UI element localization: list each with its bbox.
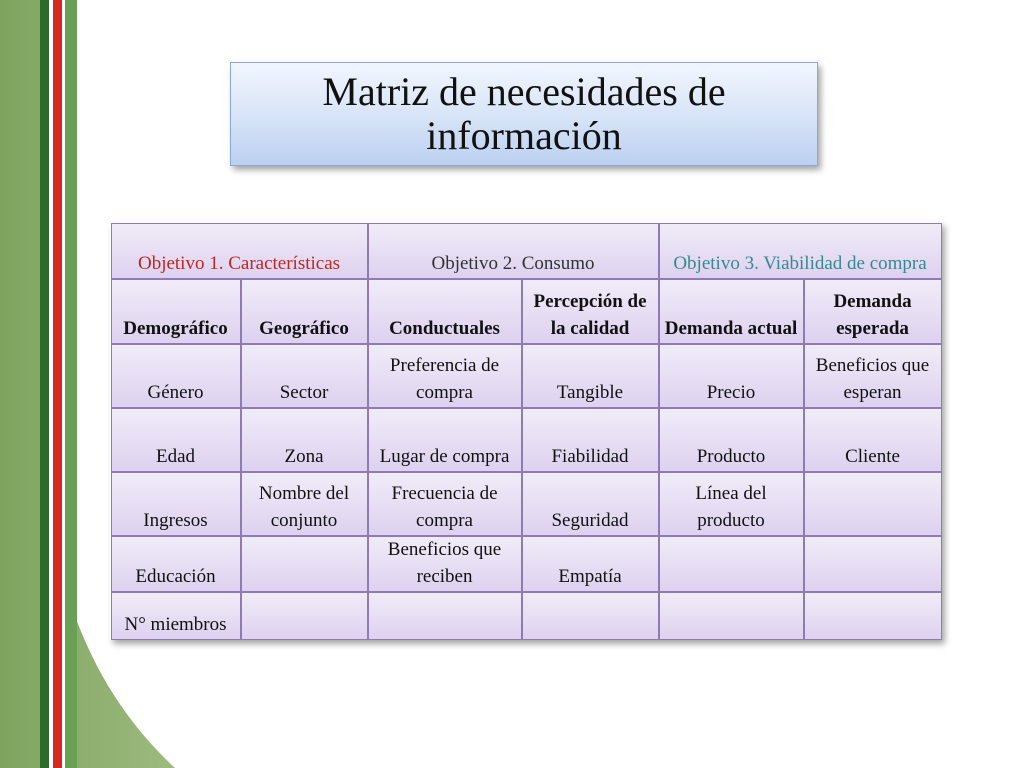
table-cell: Ingresos <box>111 472 241 536</box>
table-cell: Frecuencia de compra <box>368 472 522 536</box>
table-cell: Fiabilidad <box>522 408 659 472</box>
table-cell: Edad <box>111 408 241 472</box>
table-row <box>111 344 942 408</box>
table-cell <box>804 592 942 640</box>
table-cell <box>659 536 804 592</box>
table-cell: Línea del producto <box>659 472 804 536</box>
table-row <box>111 408 942 472</box>
table-row <box>111 536 942 592</box>
table-cell: Sector <box>241 344 368 408</box>
slide-title: Matriz de necesidades de información <box>322 69 726 158</box>
table-cell <box>659 592 804 640</box>
table-cell <box>804 536 942 592</box>
subheader-cell: Percepción de la calidad <box>522 279 659 344</box>
objectives-row <box>111 223 942 279</box>
stripe-white <box>49 0 53 768</box>
table-row <box>111 472 942 536</box>
stripe-red <box>53 0 62 768</box>
objective-1-header: Objetivo 1. Características <box>111 223 368 279</box>
subheader-cell: Demanda actual <box>659 279 804 344</box>
table-cell: Precio <box>659 344 804 408</box>
table-cell: Beneficios que esperan <box>804 344 942 408</box>
table-cell: Producto <box>659 408 804 472</box>
table-cell: Preferencia de compra <box>368 344 522 408</box>
subheader-cell: Demográfico <box>111 279 241 344</box>
table-cell: Género <box>111 344 241 408</box>
table-cell: Educación <box>111 536 241 592</box>
table-cell: Cliente <box>804 408 942 472</box>
title-box <box>230 62 818 166</box>
table-cell: Beneficios que reciben <box>368 536 522 592</box>
stripe-white-2 <box>62 0 65 768</box>
objective-2-header: Objetivo 2. Consumo <box>368 223 659 279</box>
stripe-dark-green <box>40 0 49 768</box>
objective-3-header: Objetivo 3. Viabilidad de compra <box>659 223 942 279</box>
table-cell <box>241 592 368 640</box>
table-cell <box>522 592 659 640</box>
table-cell <box>368 592 522 640</box>
table-cell: Seguridad <box>522 472 659 536</box>
table-cell: N° miembros <box>111 592 241 640</box>
table-cell: Tangible <box>522 344 659 408</box>
subheader-cell: Demanda esperada <box>804 279 942 344</box>
subheader-cell: Conductuales <box>368 279 522 344</box>
subheader-cell: Geográfico <box>241 279 368 344</box>
table-cell: Empatía <box>522 536 659 592</box>
table-cell: Nombre del conjunto <box>241 472 368 536</box>
table-row <box>111 592 942 640</box>
needs-matrix-table <box>110 222 942 640</box>
table-cell: Lugar de compra <box>368 408 522 472</box>
subheader-row <box>111 279 942 344</box>
table-cell: Zona <box>241 408 368 472</box>
table-cell <box>241 536 368 592</box>
stripe-light-green <box>65 0 77 768</box>
table-cell <box>804 472 942 536</box>
